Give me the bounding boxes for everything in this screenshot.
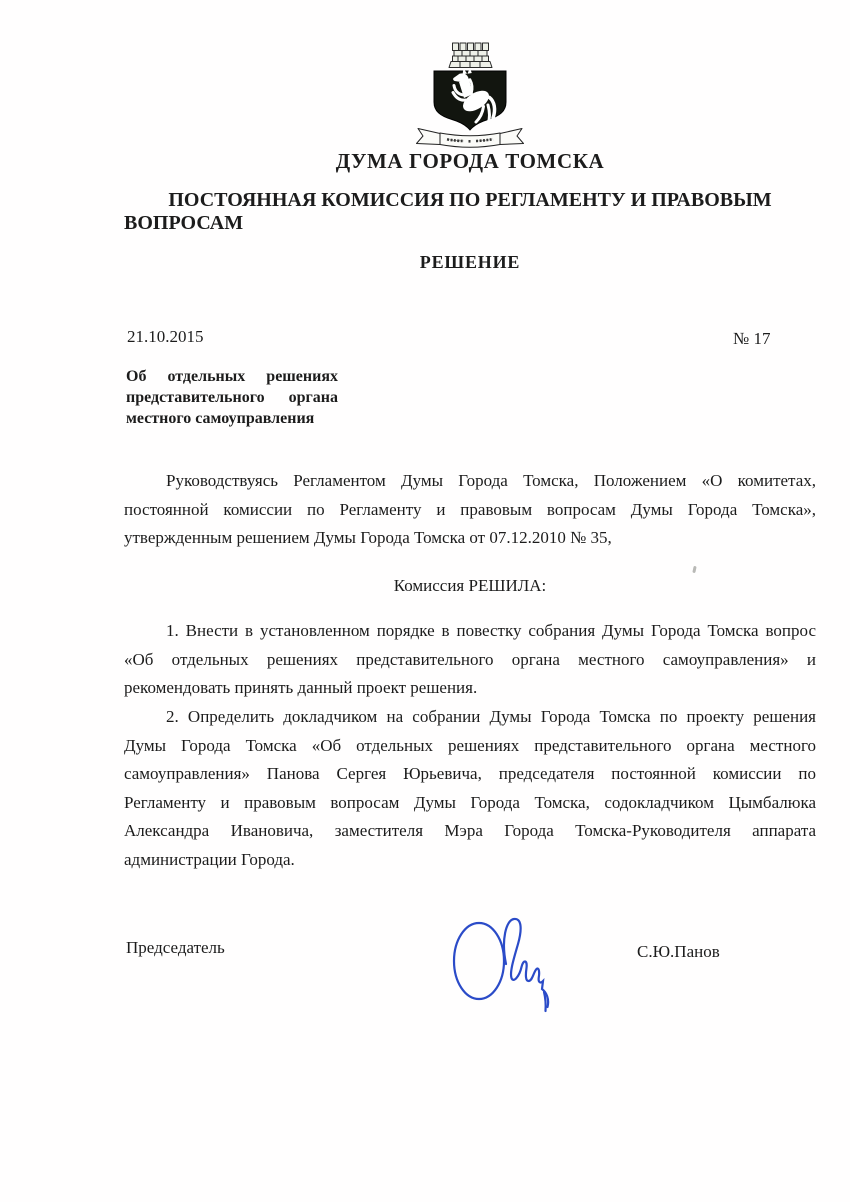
text-line: ВОПРОСАМ <box>124 212 244 234</box>
document-date: 21.10.2015 <box>127 327 204 346</box>
text-line: самоуправления» Панова Сергея Юрьевича, председателя постоянной комиссии по <box>124 764 816 783</box>
document-number: № 17 <box>733 329 771 348</box>
text-line: местного самоуправления <box>126 410 315 427</box>
handwritten-signature <box>448 912 570 1016</box>
preamble-paragraph <box>124 467 816 553</box>
tomsk-coat-of-arms-icon <box>410 40 530 152</box>
scan-speckle <box>692 566 696 573</box>
document-meta-row <box>124 327 816 351</box>
text-line: 1. Внести в установленном порядке в повестку собрания Думы Города Томска вопрос <box>166 621 816 640</box>
resolution-item-1 <box>124 617 816 703</box>
text-line: Александра Ивановича, заместителя Мэра Города Томска-Руководителя аппарата <box>124 821 816 840</box>
signer-name: С.Ю.Панов <box>637 942 720 961</box>
text-line: Об отдельных решениях <box>126 368 338 385</box>
commission-title <box>124 189 816 235</box>
resolution-heading: Комиссия РЕШИЛА: <box>393 576 547 595</box>
crown-icon <box>449 43 492 68</box>
text-line: Думы Города Томска «Об отдельных решениях представительного органа местного <box>124 735 816 755</box>
text-line: представительного органа <box>126 389 338 406</box>
text-line: администрации Города. <box>124 849 295 869</box>
motto-ribbon-icon <box>417 129 524 148</box>
text-line: 2. Определить докладчиком на собрании Думы Города Томска по проекту решения <box>166 707 816 726</box>
text-line: Руководствуясь Регламентом Думы Города Томска, Положением «О комитетах, <box>166 471 816 490</box>
text-line: ПОСТОЯННАЯ КОМИССИЯ ПО РЕГЛАМЕНТУ И ПРАВОВЫМ <box>168 189 772 211</box>
text-line: «Об отдельных решениях представительного органа местного самоуправления» и <box>124 649 816 669</box>
organization-title: ДУМА ГОРОДА ТОМСКА <box>335 149 605 173</box>
text-line: Регламенту и правовым вопросам Думы Города Томска, содокладчиком Цымбалюка <box>124 792 816 812</box>
resolution-item-2 <box>124 703 816 874</box>
text-line: утвержденным решением Думы Города Томска от 07.12.2010 № 35, <box>124 528 612 547</box>
text-line: рекомендовать принять данный проект решения. <box>124 678 478 697</box>
signer-title: Председатель <box>126 938 225 957</box>
document-subject <box>126 366 338 429</box>
text-line: постоянной комиссии по Регламенту и правовым вопросам Думы Города Томска», <box>124 499 816 519</box>
document-type-title: РЕШЕНИЕ <box>419 252 521 272</box>
